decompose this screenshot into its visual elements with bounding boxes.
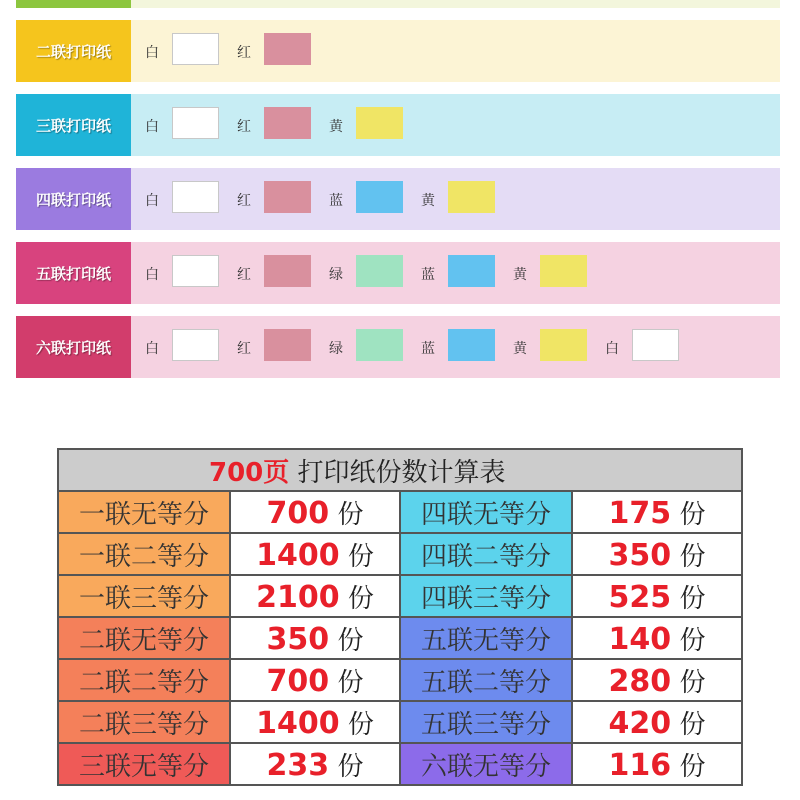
color-swatch (356, 181, 403, 213)
top-strip-partial (16, 0, 780, 8)
table-row (58, 617, 742, 659)
copies-number: 1400 (256, 537, 340, 573)
copies-unit: 份 (679, 583, 706, 614)
right-copies-cell (572, 491, 742, 533)
copies-number: 233 (266, 747, 330, 783)
color-swatch (264, 107, 311, 139)
color-swatch (264, 33, 311, 65)
swatch-label: 黄 (421, 193, 435, 209)
left-category-cell: 三联无等分 (58, 743, 230, 785)
left-copies-cell (230, 491, 400, 533)
copies-number: 1400 (256, 705, 340, 741)
swatch-label: 红 (237, 193, 251, 209)
copies-unit: 份 (679, 499, 706, 530)
swatch-label: 白 (145, 193, 159, 209)
right-copies-cell (572, 575, 742, 617)
right-category-cell: 四联二等分 (400, 533, 572, 575)
copies-calculation-table (57, 448, 743, 786)
right-copies-cell (572, 659, 742, 701)
left-category-cell: 二联无等分 (58, 617, 230, 659)
right-copies-cell (572, 533, 742, 575)
right-copies-cell (572, 701, 742, 743)
copies-number: 525 (608, 579, 672, 615)
left-copies-cell (230, 533, 400, 575)
copies-number: 350 (608, 537, 672, 573)
swatch-label: 红 (237, 119, 251, 135)
table-title-text: 打印纸份数计算表 (297, 457, 506, 488)
left-category-cell: 二联三等分 (58, 701, 230, 743)
left-copies-cell (230, 617, 400, 659)
copies-unit: 份 (679, 751, 706, 782)
swatch-label: 绿 (329, 267, 343, 283)
color-swatch (356, 329, 403, 361)
paper-type-tag: 三联打印纸 (16, 94, 131, 156)
right-category-cell: 六联无等分 (400, 743, 572, 785)
color-swatch (264, 329, 311, 361)
swatch-label: 白 (145, 45, 159, 61)
copies-number: 2100 (256, 579, 340, 615)
paper-type-tag: 二联打印纸 (16, 20, 131, 82)
right-category-cell: 五联三等分 (400, 701, 572, 743)
left-category-cell: 一联无等分 (58, 491, 230, 533)
left-copies-cell (230, 659, 400, 701)
color-swatch (448, 181, 495, 213)
color-swatch (172, 181, 219, 213)
color-swatch (172, 255, 219, 287)
copies-unit: 份 (337, 625, 364, 656)
paper-row (16, 316, 780, 378)
swatch-label: 黄 (513, 267, 527, 283)
copies-number: 700 (266, 495, 330, 531)
left-category-cell: 二联二等分 (58, 659, 230, 701)
swatch-label: 白 (145, 341, 159, 357)
color-swatch (172, 33, 219, 65)
swatch-label: 黄 (513, 341, 527, 357)
swatch-label: 黄 (329, 119, 343, 135)
swatch-label: 白 (145, 119, 159, 135)
copies-number: 280 (608, 663, 672, 699)
paper-row (16, 20, 780, 82)
copies-unit: 份 (347, 583, 374, 614)
color-swatch (356, 107, 403, 139)
right-category-cell: 四联三等分 (400, 575, 572, 617)
paper-type-tag: 四联打印纸 (16, 168, 131, 230)
table-row (58, 659, 742, 701)
swatch-label: 蓝 (421, 341, 435, 357)
color-swatch (540, 255, 587, 287)
paper-row (16, 168, 780, 230)
copies-unit: 份 (337, 667, 364, 698)
paper-row (16, 94, 780, 156)
copies-number: 116 (608, 747, 672, 783)
color-swatch (448, 329, 495, 361)
right-category-cell: 五联二等分 (400, 659, 572, 701)
color-swatch (632, 329, 679, 361)
swatch-label: 红 (237, 341, 251, 357)
left-copies-cell (230, 743, 400, 785)
copies-unit: 份 (337, 499, 364, 530)
table-row (58, 575, 742, 617)
color-swatch (356, 255, 403, 287)
table-row (58, 533, 742, 575)
color-swatch (264, 181, 311, 213)
copies-number: 175 (608, 495, 672, 531)
right-copies-cell (572, 617, 742, 659)
color-swatch (172, 329, 219, 361)
table-title-number: 700页 (209, 457, 290, 488)
table-row (58, 701, 742, 743)
copies-unit: 份 (337, 751, 364, 782)
copies-unit: 份 (347, 709, 374, 740)
color-swatch (264, 255, 311, 287)
paper-type-tag: 六联打印纸 (16, 316, 131, 378)
table-title (58, 449, 742, 491)
color-swatch (172, 107, 219, 139)
copies-number: 350 (266, 621, 330, 657)
copies-unit: 份 (679, 625, 706, 656)
table-row (58, 491, 742, 533)
swatch-label: 白 (145, 267, 159, 283)
left-copies-cell (230, 701, 400, 743)
swatch-label: 白 (605, 341, 619, 357)
table-row (58, 743, 742, 785)
copies-unit: 份 (679, 667, 706, 698)
copies-number: 700 (266, 663, 330, 699)
copies-unit: 份 (679, 709, 706, 740)
paper-row (16, 242, 780, 304)
table-title-row (58, 449, 742, 491)
color-swatch (540, 329, 587, 361)
copies-number: 140 (608, 621, 672, 657)
top-strip-tag (16, 0, 131, 8)
right-category-cell: 四联无等分 (400, 491, 572, 533)
copies-number: 420 (608, 705, 672, 741)
right-category-cell: 五联无等分 (400, 617, 572, 659)
left-category-cell: 一联二等分 (58, 533, 230, 575)
swatch-label: 蓝 (421, 267, 435, 283)
swatch-label: 红 (237, 267, 251, 283)
swatch-label: 蓝 (329, 193, 343, 209)
swatch-label: 红 (237, 45, 251, 61)
color-swatch (448, 255, 495, 287)
paper-type-tag: 五联打印纸 (16, 242, 131, 304)
right-copies-cell (572, 743, 742, 785)
left-copies-cell (230, 575, 400, 617)
swatch-label: 绿 (329, 341, 343, 357)
copies-unit: 份 (347, 541, 374, 572)
left-category-cell: 一联三等分 (58, 575, 230, 617)
copies-unit: 份 (679, 541, 706, 572)
